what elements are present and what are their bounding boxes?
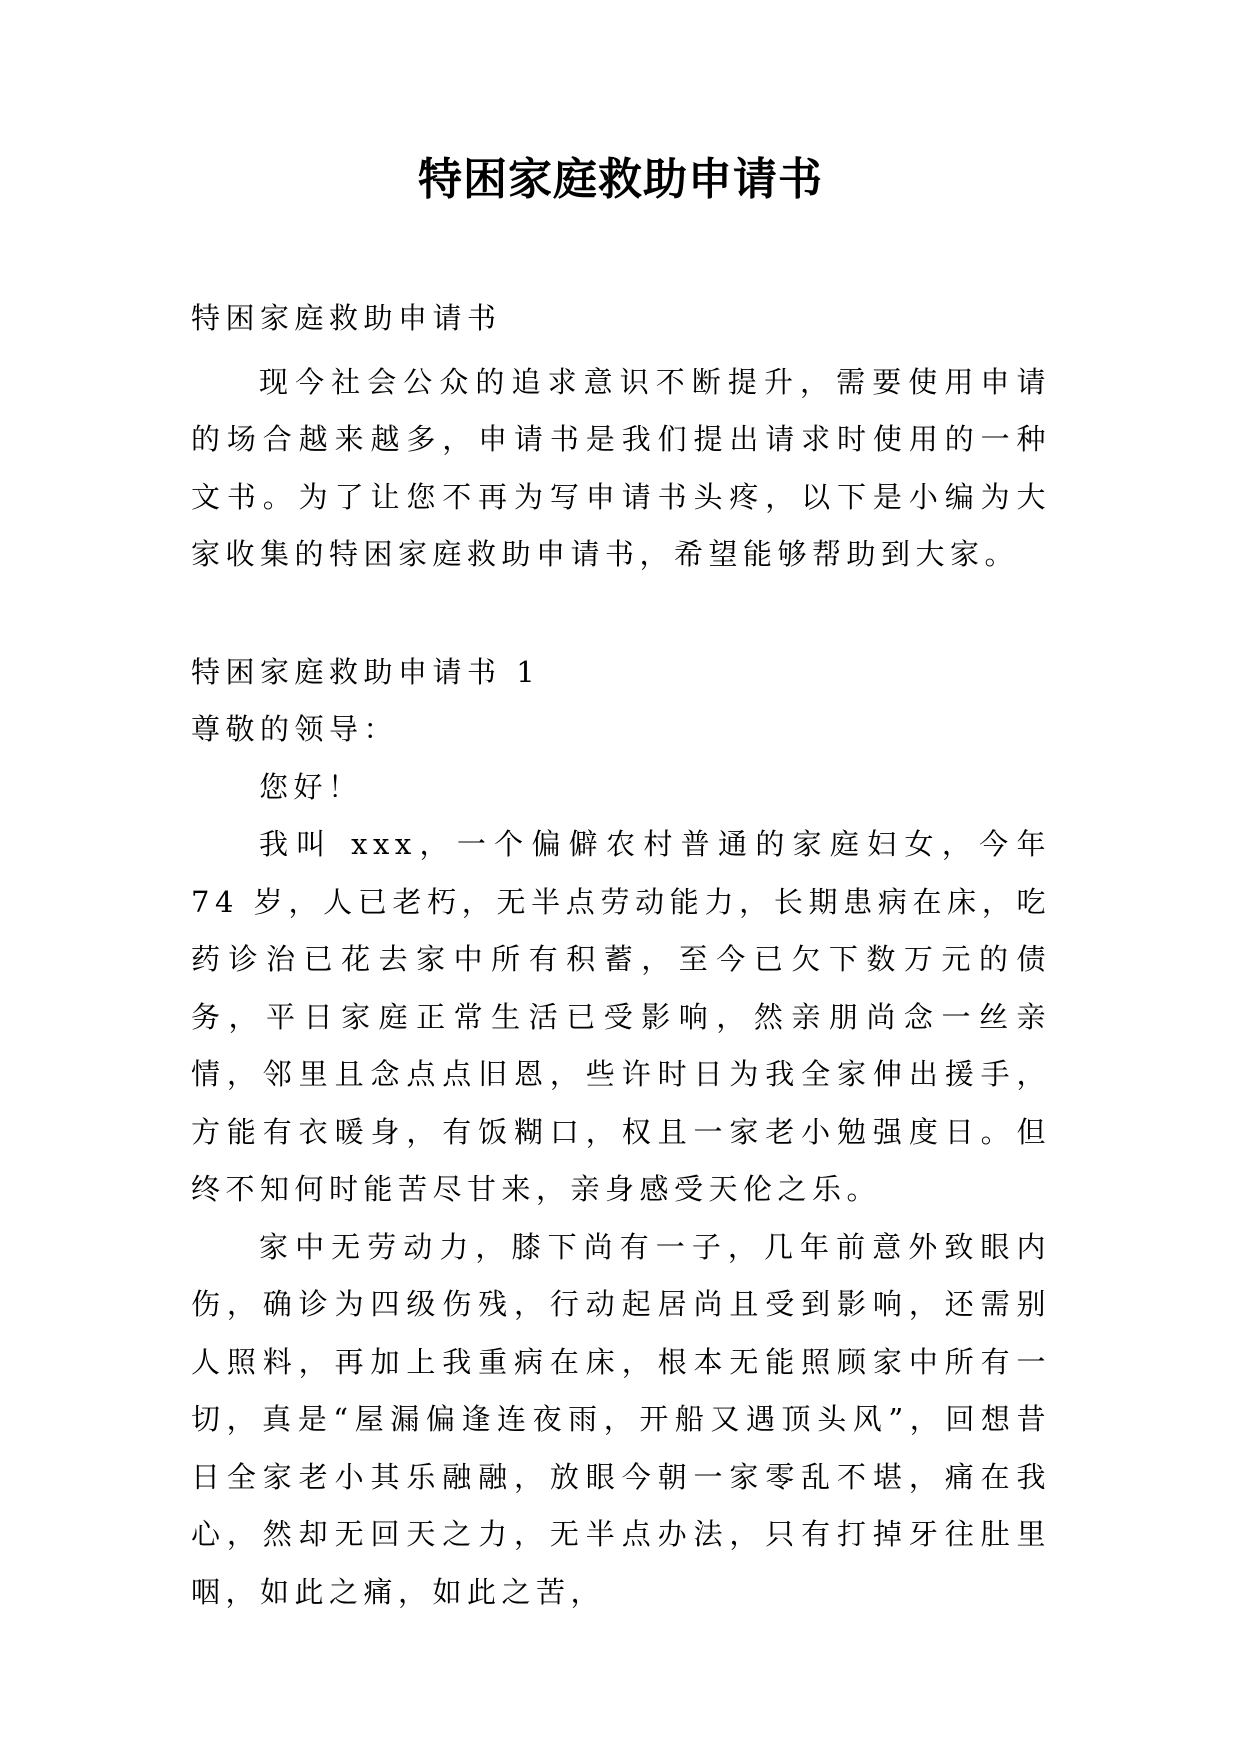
document-body [191, 290, 1051, 1621]
salutation: 尊敬的领导： [191, 712, 399, 746]
body-paragraph: 我叫 xxx，一个偏僻农村普通的家庭妇女，今年 74 岁，人已老朽，无半点劳动能力，长期患病在床，吃药诊治已花去家中所有积蓄，至今已欠下数万元的债务，平日家庭正常生活已受影响，然亲朋尚念一丝亲情，邻里且念点点旧恩，些许时日为我全家伸出援手，方能有衣暖身，有饭糊口，权且一家老小勉强度日。但终不知何时能苦尽甘来，亲身感受天伦之乐。 [191, 827, 1051, 1206]
section-heading: 特困家庭救助申请书 1 [191, 654, 541, 689]
document-subtitle: 特困家庭救助申请书 [191, 301, 502, 335]
greeting: 您好！ [259, 769, 363, 804]
body-paragraph: 家中无劳动力，膝下尚有一子，几年前意外致眼内伤，确诊为四级伤残，行动起居尚且受到影响，还需别人照料，再加上我重病在床，根本无能照顾家中所有一切，真是“屋漏偏逢连夜雨，开船又遇顶头风”，回想昔日全家老小其乐融融，放眼今朝一家零乱不堪，痛在我心，然却无回天之力，无半点办法，只有打掉牙往肚里咽，如此之痛，如此之苦， [191, 1229, 1051, 1609]
intro-paragraph: 现今社会公众的追求意识不断提升，需要使用申请的场合越来越多，申请书是我们提出请求时使用的一种文书。为了让您不再为写申请书头疼，以下是小编为大家收集的特困家庭救助申请书，希望能够帮助到大家。 [191, 364, 1051, 571]
document-title: 特困家庭救助申请书 [418, 154, 823, 205]
